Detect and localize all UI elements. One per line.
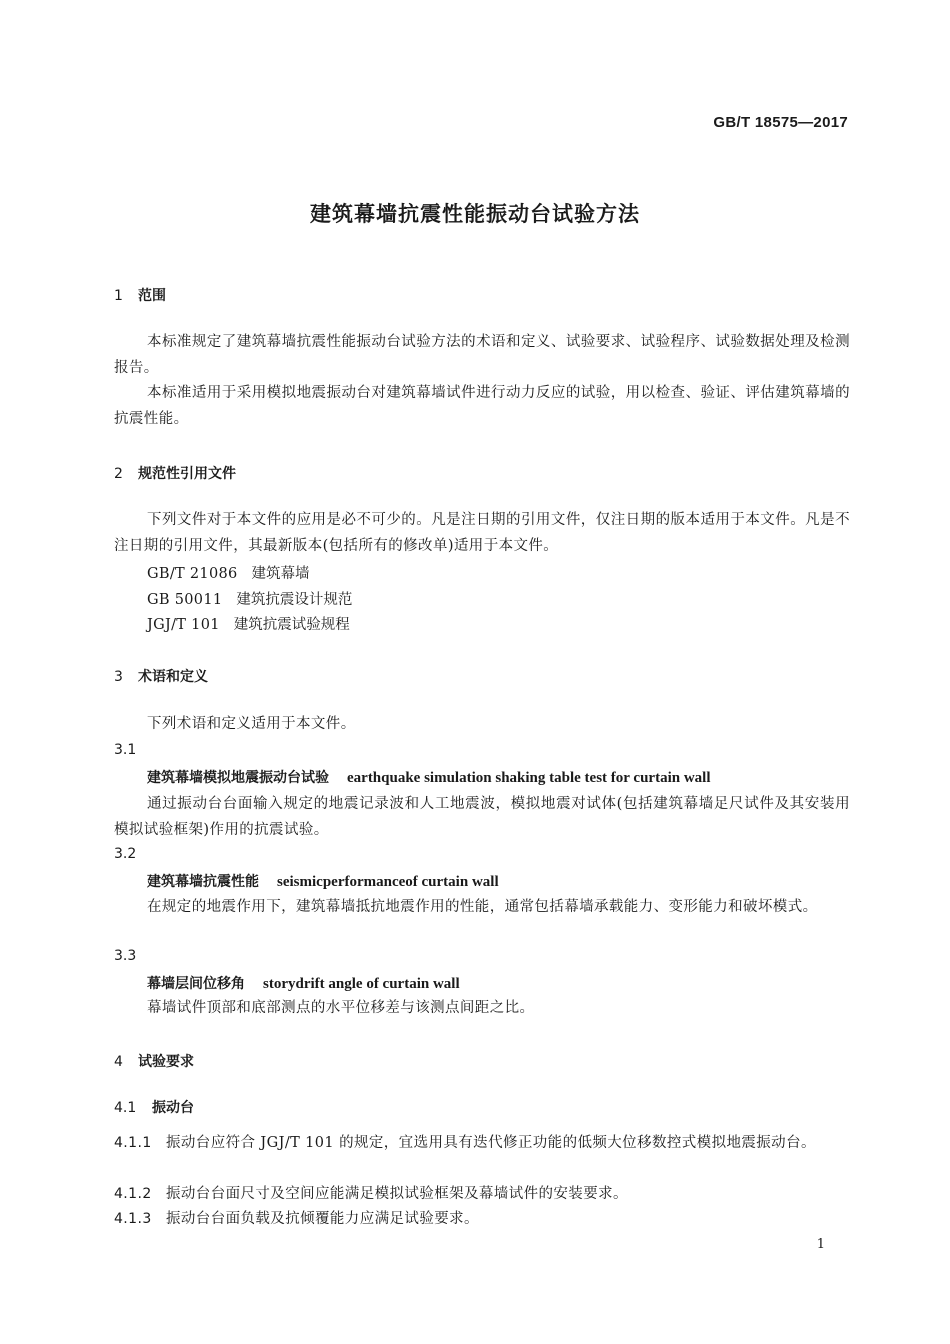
reference-code: GB/T 21086 [147,566,238,582]
section-title: 规范性引用文件 [138,466,236,482]
clause-text: 振动台应符合 JGJ/T 101 的规定，宜选用具有迭代修正功能的低频大位移数控式模拟地震振动台。 [166,1135,816,1151]
term-english: seismicperformanceof curtain wall [277,874,499,890]
reference-name: 建筑抗震试验规程 [233,617,350,633]
term-chinese: 建筑幕墙模拟地震振动台试验 [147,770,329,786]
section-2-heading [114,463,236,483]
term-title [147,973,460,993]
clause-number: 4.1.2 [114,1186,152,1202]
reference-code: GB 50011 [147,592,223,608]
term-title [147,767,711,787]
term-chinese: 建筑幕墙抗震性能 [147,874,259,890]
reference-item [147,588,352,609]
clause [114,1182,850,1208]
term-title [147,871,499,891]
clause [114,1131,850,1157]
clause-number: 4.1.1 [114,1135,152,1151]
paragraph: 下列文件对于本文件的应用是必不可少的。凡是注日期的引用文件，仅注日期的版本适用于本文件。凡是不注日期的引用文件，其最新版本(包括所有的修改单)适用于本文件。 [114,512,850,554]
term-english: earthquake simulation shaking table test for curtain wall [347,770,711,786]
paragraph: 下列术语和定义适用于本文件。 [147,716,356,732]
clause [114,1207,850,1233]
paragraph: 本标准规定了建筑幕墙抗震性能振动台试验方法的术语和定义、试验要求、试验程序、试验数据处理及检测报告。 [114,334,850,376]
term-definition: 在规定的地震作用下，建筑幕墙抵抗地震作用的性能，通常包括幕墙承载能力、变形能力和破坏模式。 [147,899,818,915]
section-4-heading [114,1051,194,1071]
term-number: 3.1 [114,742,137,758]
clause-number: 4.1.3 [114,1211,152,1227]
section-number: 2 [114,466,123,482]
clause-text: 振动台台面尺寸及空间应能满足模拟试验框架及幕墙试件的安装要求。 [166,1186,628,1202]
section-number: 4 [114,1054,123,1070]
reference-code: JGJ/T 101 [147,617,220,633]
document-title: 建筑幕墙抗震性能振动台试验方法 [310,202,640,226]
section-3-heading [114,666,208,686]
term-chinese: 幕墙层间位移角 [147,976,245,992]
term-number: 3.3 [114,948,137,964]
term-definition: 幕墙试件顶部和底部测点的水平位移差与该测点间距之比。 [147,1000,535,1016]
clause-text: 振动台台面负载及抗倾覆能力应满足试验要求。 [166,1211,479,1227]
term-number: 3.2 [114,846,137,862]
section-title: 术语和定义 [138,669,208,685]
reference-name: 建筑抗震设计规范 [236,592,353,608]
section-title: 试验要求 [138,1054,194,1070]
section-1-heading [114,285,166,305]
section-number: 3 [114,669,123,685]
term-english: storydrift angle of curtain wall [263,976,460,992]
reference-item [147,613,350,634]
standard-number: GB/T 18575—2017 [713,114,848,131]
section-number: 1 [114,288,123,304]
subsection-title: 振动台 [152,1100,194,1116]
term-definition: 通过振动台台面输入规定的地震记录波和人工地震波，模拟地震对试体(包括建筑幕墙足尺试件及其安装用模拟试验框架)作用的抗震试验。 [114,796,850,838]
subsection-number: 4.1 [114,1100,137,1116]
section-title: 范围 [138,288,166,304]
reference-name: 建筑幕墙 [251,566,310,582]
paragraph: 本标准适用于采用模拟地震振动台对建筑幕墙试件进行动力反应的试验，用以检查、验证、评估建筑幕墙的抗震性能。 [114,385,850,427]
subsection-4-1-heading [114,1097,194,1117]
reference-item [147,562,310,583]
page-number: 1 [816,1237,825,1252]
